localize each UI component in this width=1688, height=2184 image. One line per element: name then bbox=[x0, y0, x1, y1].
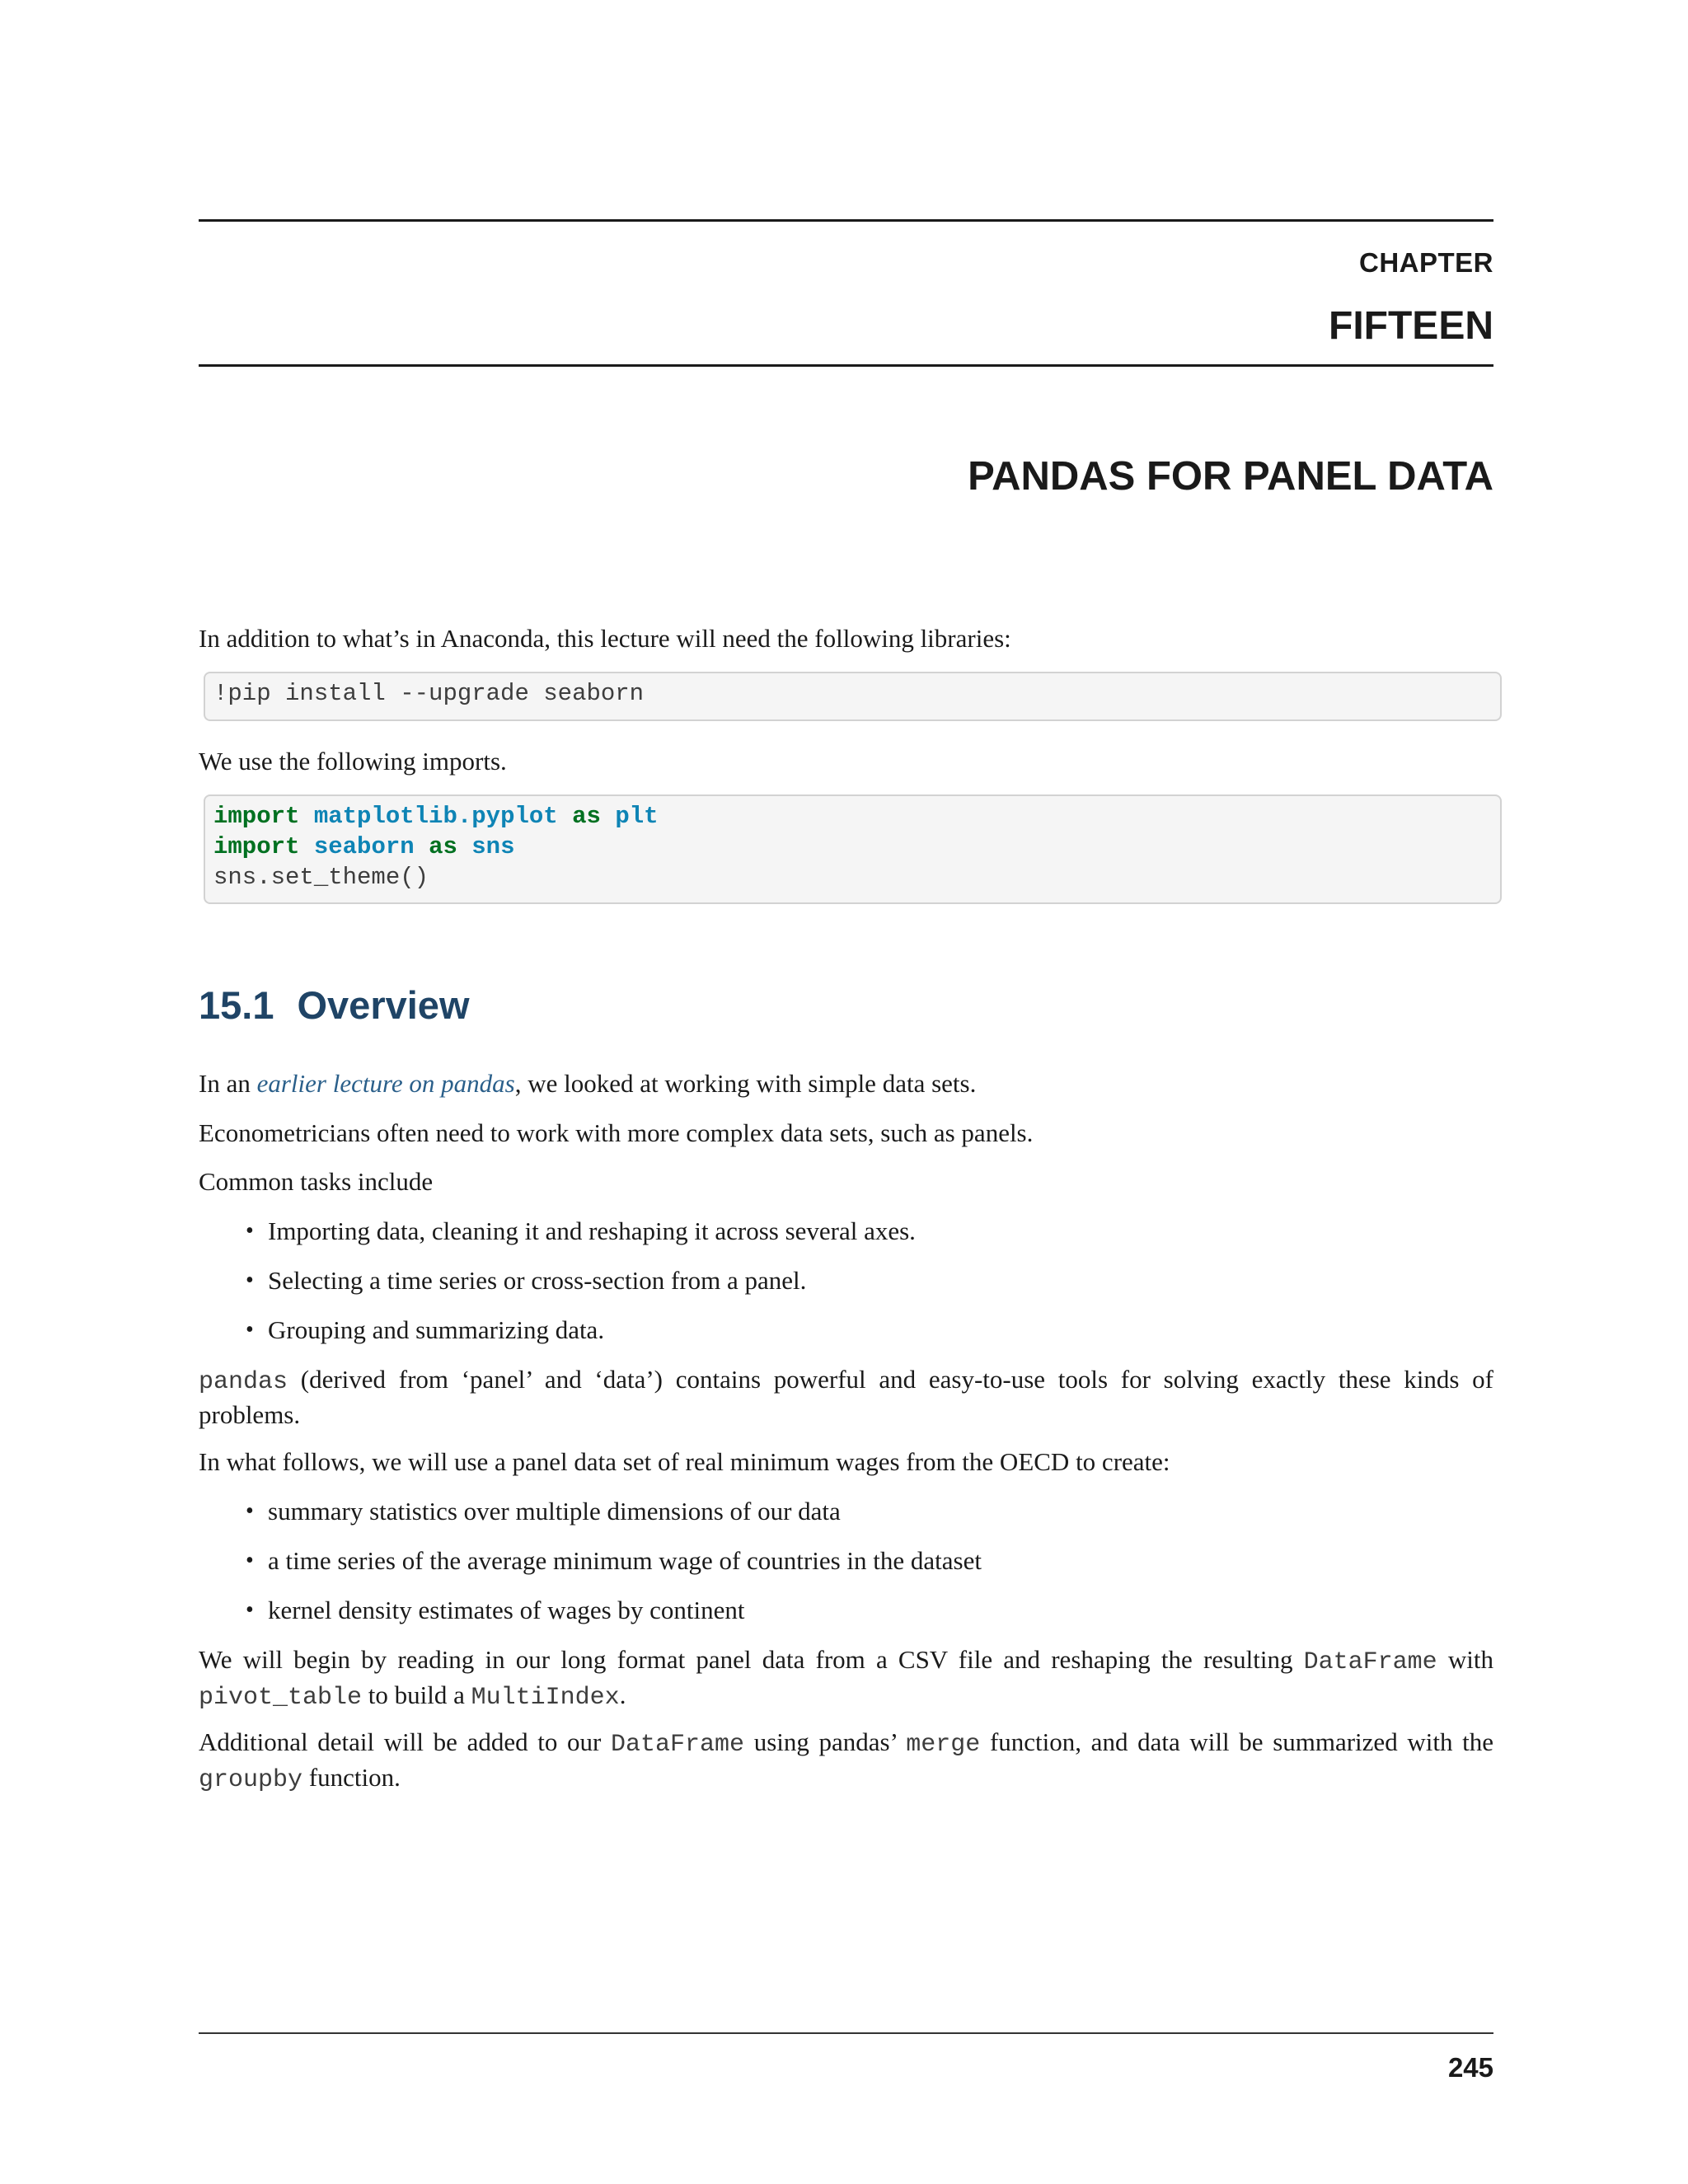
inline-code: MultiIndex bbox=[471, 1684, 620, 1712]
code-keyword: import bbox=[213, 833, 300, 860]
text-run: , we looked at working with simple data sets. bbox=[514, 1069, 977, 1098]
overview-paragraph-2: Econometricians often need to work with more complex data sets, such as panels. bbox=[199, 1118, 1034, 1147]
text-run: with bbox=[1437, 1645, 1493, 1674]
text-run: We will begin by reading in our long format panel data from a CSV file and reshaping the resulting bbox=[199, 1645, 1304, 1674]
section-heading bbox=[199, 982, 470, 1028]
code-line-3: sns.set_theme() bbox=[213, 864, 429, 891]
text-run: function. bbox=[302, 1763, 401, 1792]
overview-paragraph-7 bbox=[199, 1726, 1493, 1797]
footer-rule bbox=[199, 2032, 1493, 2034]
overview-paragraph-3: Common tasks include bbox=[199, 1167, 434, 1196]
list-item: • Importing data, cleaning it and reshaping it across several axes. bbox=[199, 1215, 1493, 1264]
code-alias: plt bbox=[615, 803, 659, 830]
pandas-lecture-link[interactable]: earlier lecture on pandas bbox=[256, 1069, 515, 1098]
section-title: Overview bbox=[297, 983, 470, 1027]
code-keyword: as bbox=[429, 833, 457, 860]
chapter-title: PANDAS FOR PANEL DATA bbox=[968, 454, 1493, 499]
chapter-label: CHAPTER bbox=[1358, 247, 1493, 278]
list-item: • a time series of the average minimum wage of countries in the dataset bbox=[199, 1544, 1493, 1594]
install-code-block[interactable] bbox=[204, 672, 1502, 721]
list-item: • Selecting a time series or cross-section from a panel. bbox=[199, 1264, 1493, 1314]
text-run: In an bbox=[199, 1069, 257, 1098]
overview-paragraph-6 bbox=[199, 1643, 1493, 1714]
section-number: 15.1 bbox=[199, 983, 274, 1027]
inline-code: pandas bbox=[199, 1368, 288, 1396]
chapter-number: FIFTEEN bbox=[1329, 304, 1493, 348]
text-run: using pandas’ bbox=[744, 1727, 907, 1756]
overview-paragraph-4 bbox=[199, 1363, 1493, 1432]
list-item: • kernel density estimates of wages by continent bbox=[199, 1594, 1493, 1643]
text-run: (derived from ‘panel’ and ‘data’) contains powerful and easy-to-use tools for solving exactly these kinds of problems. bbox=[199, 1365, 1493, 1429]
chapter-bottom-rule bbox=[199, 364, 1493, 367]
overview-paragraph-5: In what follows, we will use a panel data set of real minimum wages from the OECD to create: bbox=[199, 1447, 1170, 1476]
inline-code: DataFrame bbox=[1303, 1648, 1437, 1676]
chapter-top-rule bbox=[199, 219, 1493, 222]
goals-list bbox=[199, 1495, 1493, 1643]
code-module: seaborn bbox=[313, 833, 415, 860]
inline-code: merge bbox=[906, 1731, 981, 1759]
code-keyword: as bbox=[572, 803, 601, 830]
inline-code: pivot_table bbox=[199, 1684, 363, 1712]
page-number: 245 bbox=[1447, 2052, 1493, 2083]
code-module: matplotlib.pyplot bbox=[313, 803, 558, 830]
inline-code: DataFrame bbox=[611, 1731, 745, 1759]
code-line-1 bbox=[213, 801, 1492, 832]
imports-code-block[interactable] bbox=[204, 794, 1502, 904]
code-alias: sns bbox=[471, 833, 515, 860]
inline-code: groupby bbox=[199, 1766, 303, 1794]
imports-paragraph: We use the following imports. bbox=[199, 747, 507, 776]
document-page bbox=[199, 0, 1493, 2184]
text-run: Additional detail will be added to our bbox=[199, 1727, 611, 1756]
install-code-line: !pip install --upgrade seaborn bbox=[213, 680, 645, 707]
list-item: • Grouping and summarizing data. bbox=[199, 1314, 1493, 1363]
libraries-paragraph: In addition to what’s in Anaconda, this lecture will need the following libraries: bbox=[199, 624, 1011, 653]
tasks-list bbox=[199, 1215, 1493, 1363]
code-line-2 bbox=[213, 832, 1492, 862]
code-keyword: import bbox=[213, 803, 300, 830]
list-item: • summary statistics over multiple dimensions of our data bbox=[199, 1495, 1493, 1544]
text-run: to build a bbox=[362, 1680, 471, 1709]
text-run: function, and data will be summarized with the bbox=[980, 1727, 1493, 1756]
overview-paragraph-1 bbox=[199, 1067, 1493, 1100]
text-run: . bbox=[619, 1680, 626, 1709]
